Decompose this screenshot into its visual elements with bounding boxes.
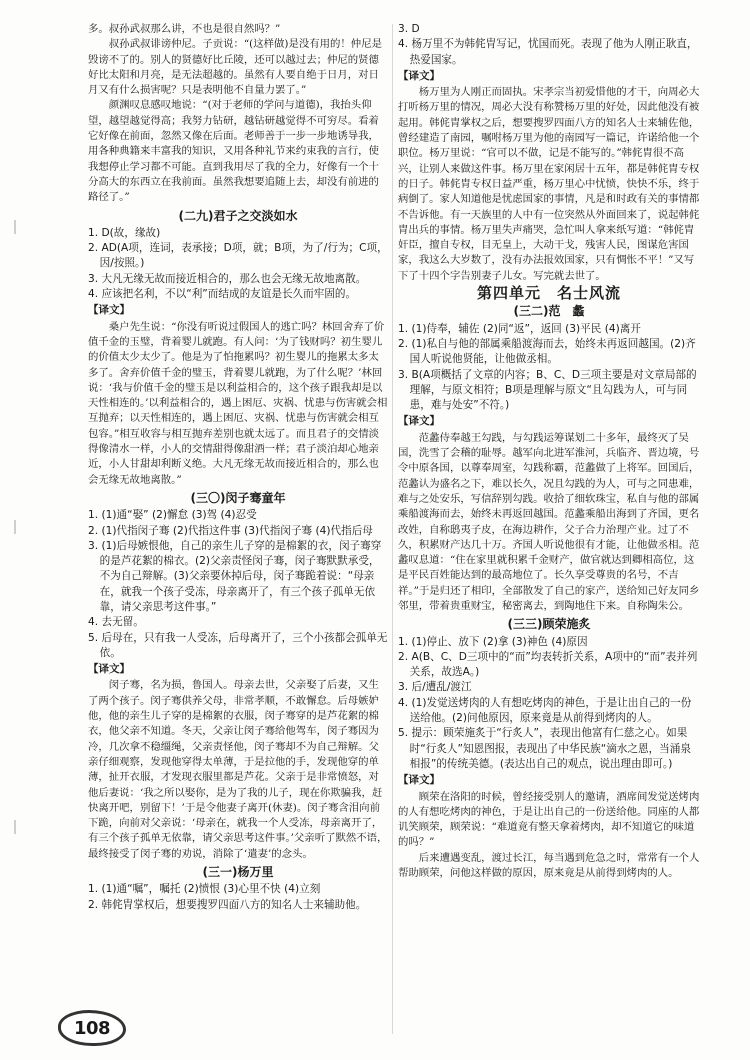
section-title: (三一)杨万里 xyxy=(202,865,274,880)
answer-item: 2. (1)代指闵子骞 (2)代指这件事 (3)代指闵子骞 (4)代指后母 xyxy=(88,524,373,537)
answer-item: 5. 后母在，只有我一人受冻，后母离开了，三个小孩都会孤单无依。 xyxy=(88,631,388,659)
translation-paragraph: 杨万里为人刚正而固执。宋孝宗当初爱惜他的才干，向周必大打听杨万里的情况，周必大没有称赞杨万里的好处，因此他没有被起用。韩侂胄掌权之后，想要搜罗四面八方的知名人士来辅佐他，曾经建造了南园，嘱咐杨万里为他的南园写一篇记，许诺给他一个职位。杨万里说：“官可以不做，记是不能写的。”韩侂胄很不高兴，让别人来做这件事。杨万里在家闲居十五年，都是韩侂胄专权的日子。韩侂胄专权日益严重，杨万里心中忧愤，快快不乐，终于病倒了。家人知道他是忧虑国家的事情，凡是和时政有关的事情都不告诉他。有一天族里的人中有一位突然从外面回来了，说起韩侂胄出兵的事情。杨万里失声痛哭，急忙叫人拿来纸写道：“韩侂胄奸臣，擅自专权，目无皇上，大动干戈，残害人民，图谋危害国家，我这么大岁数了，没有办法报效国家，只有惆怅不平！”又写下了十四个字告别妻子儿女。写完就去世了。 xyxy=(398,86,700,282)
right-column xyxy=(398,22,700,881)
answer-item: 3. 后/遭乱/渡江 xyxy=(398,681,472,694)
translation-label: 【译文】 xyxy=(88,663,130,676)
unit-title: 第四单元 名士风流 xyxy=(476,284,621,303)
answer-item: 5. 提示：顾荣施炙于“行炙人”，表现出他富有仁慈之心。如果时“行炙人”知恩图报，表现出了中华民族“滴水之恩，当涌泉相报”的传统美德。(表达出自己的观点，说出理由即可。) xyxy=(398,727,691,770)
binding-mark xyxy=(14,220,16,234)
translation-paragraph: 叔孙武叔诽谤仲尼。子贡说：“(这样做)是没有用的！仲尼是毁谤不了的。别人的贤德好比丘陵，还可以越过去；仲尼的贤德好比太阳和月亮，是无法超越的。虽然有人要自绝于日月，对日月又有什么损害呢？只是表明他不自量力罢了。” xyxy=(88,38,382,97)
translation-label: 【译文】 xyxy=(398,415,440,428)
binding-mark xyxy=(14,520,16,534)
translation-paragraph: 桑户先生说：“你没有听说过假国人的逃亡吗？林回舍弃了价值千金的玉璧，背着婴儿就跑。有人问：‘为了钱财吗？初生婴儿的价值太少太少了。他是为了怕拖累吗？初生婴儿的拖累太多太多了。舍弃价值千金的璧玉，背着婴儿就跑，为了什么呢？’林回说：‘我与价值千金的璧玉是以利益相合的，这个孩子跟我却是以天性相连的。’以利益相合的，遇上困厄、灾祸、忧患与伤害就会相互抛弃；以天性相连的，遇上困厄、灾祸、忧患与伤害就会相互包容。”相互收容与相互抛弃差别也就太远了。而且君子的交情淡得像清水一样，小人的交情甜得像甜酒一样；君子淡泊却心地亲近，小人甘甜却利断义绝。大凡无缘无故而接近相合的，那么也会无缘无故地离散。” xyxy=(88,320,388,486)
answer-item: 3. B(A项概括了文章的内容；B、C、D三项主要是对文章局部的理解，与原文相符；B项是理解与原文“且勾践为人，可与同患，难与处安”不符。) xyxy=(398,368,697,412)
binding-mark xyxy=(14,820,16,834)
answer-item: 3. D xyxy=(398,23,420,35)
left-column xyxy=(88,22,388,913)
section-title: (二九)君子之交淡如水 xyxy=(178,208,298,223)
answer-item: 4. 杨万里不为韩侂胄写记，忧国而死。表现了他为人刚正耿直，热爱国家。 xyxy=(398,38,698,66)
answer-item: 4. 应该把名利，不以“利”而结成的友谊是长久而牢固的。 xyxy=(88,288,357,301)
page-number: 108 xyxy=(58,1010,126,1046)
answer-item: 1. D(故，缘故) xyxy=(88,226,161,239)
section-title: (三三)顾荣施炙 xyxy=(507,617,591,632)
answer-item: 2. 韩侂胄掌权后，想要搜罗四面八方的知名人士来辅助他。 xyxy=(88,898,367,911)
answer-item: 1. (1)通“娶” (2)懈怠 (3)驾 (4)忍受 xyxy=(88,509,257,522)
translation-paragraph: 闵子骞，名为损，鲁国人。母亲去世，父亲娶了后妻，又生了两个孩子。闵子骞供养父母，非常孝顺，不敢懈怠。后母嫉妒他，他的亲生儿子穿的是棉絮的衣服，闵子骞穿的是芦花絮的棉衣，他父亲不知道。冬天，父亲让闵子骞给他驾车，闵子骞因为冷，几次拿不稳缰绳，父亲责怪他，闵子骞却不为自己辩解。父亲仔细观察，发现他穿得太单薄，于是拉他的手，发现他穿的单薄，扯开衣服，才发现衣服里都是芦花。父亲于是非常愤怒，对他后妻说：‘我之所以娶你，是为了我的儿子，现在你欺骗我，赶快离开吧，别留下！’于是令他妻子离开(休妻)。闵子骞含泪向前下跪，向前对父亲说：‘母亲在，就我一个人受冻，母亲离开了，有三个孩子孤单无依靠，请父亲思考这件事。’父亲听了默然不语，最终接受了闵子骞的劝说，消除了‘遣妻’的念头。 xyxy=(88,679,388,860)
answer-item: 3. 大凡无缘无故而接近相合的，那么也会无缘无故地离散。 xyxy=(88,272,367,285)
answer-item: 1. (1)停止、放下 (2)拿 (3)神色 (4)原因 xyxy=(398,635,588,648)
translation-paragraph: 顾荣在洛阳的时候，曾经接受别人的邀请，酒席间发觉送烤肉的人有想吃烤肉的神色，于是让出自己的一份送给他。同座的人都讥笑顾荣，顾荣说：“难道竟有整天拿着烤肉，却不知道它的味道的吗？” xyxy=(398,790,700,849)
translation-paragraph: 范蠡侍奉越王勾践，与勾践运筹谋划二十多年，最终灭了吴国，洗雪了会稽的耻辱。越军向北进军淮河，兵临齐、晋边境，号令中原各国，以尊奉周室，勾践称霸，范蠡做了上将军。回国后，范蠡认为盛名之下，难以长久，况且勾践的为人，可与之同患难，难与之处安乐，写信辞别勾践。收拾了细软珠宝，私自与他的部属乘船渡海而去，始终未再返回越国。范蠡乘船出海到了齐国，更名改姓，自称鸱夷子皮，在海边耕作，父子合力治理产业。过了不久，积累财产达几十万。齐国人听说他很有才能，让他做丞相。范蠡叹息道：“住在家里就积累千金财产，做官就达到卿相高位，这是平民百姓能达到的最高地位了。长久享受尊贵的名号，不吉祥。”于是归还了相印，全部散发了自己的家产，送给知己好友同乡邻里，带着贵重财宝，秘密离去，到陶地住下来。自称陶朱公。 xyxy=(398,431,700,612)
translation-label: 【译文】 xyxy=(88,304,130,317)
answer-item: 2. A(B、C、D三项中的“而”均表转折关系，A项中的“而”表并列关系，故选A。) xyxy=(398,650,698,679)
section-title: (三二)范 蠡 xyxy=(513,304,585,319)
answer-item: 4. 去无留。 xyxy=(88,616,144,629)
answer-item: 3. (1)后母嫉恨他，自己的亲生儿子穿的是棉絮的衣，闵子骞穿的是芦花絮的棉衣。(2)父亲责怪闵子骞，闵子骞默默承受，不为自己辩解。(3)父亲要休掉后母，闵子骞跪着说：“母亲在，就我一个孩子受冻，母亲离开了，有三个孩子孤单无依靠，请父亲思考这件事。” xyxy=(88,539,382,613)
text-line: 多。叔孙武叔那么讲，不也是很自然吗？” xyxy=(88,23,281,35)
translation-label: 【译文】 xyxy=(398,69,440,82)
section-title: (三〇)闵子骞童年 xyxy=(190,490,286,505)
translation-paragraph: 颜渊叹息感叹地说：“(对于老师的学问与道德)，我抬头仰望，越望越觉得高；我努力钻研，越钻研越觉得不可穷尽。看着它好像在前面，忽然又像在后面。老师善于一步一步地诱导我，用各种典籍来丰富我的知识，又用各种礼节来约束我的言行，使我想停止学习都不可能。直到我用尽了我的全力，好像有一个十分高大的东西立在我前面。虽然我想要追随上去，却没有前进的路径了。” xyxy=(88,99,379,204)
answer-item: 1. (1)侍奉，辅佐 (2)同“返”，返回 (3)平民 (4)离开 xyxy=(398,322,641,335)
translation-paragraph: 后来遭遇变乱，渡过长江，每当遇到危急之时，常常有一个人帮助顾荣，问他这样做的原因，原来竟是从前得到烤肉的人。 xyxy=(398,851,700,880)
column-divider xyxy=(392,24,393,1034)
answer-item: 2. AD(A项，连词，表承接；D项，就；B项，为了/行为；C项，因/按照。) xyxy=(88,242,388,270)
answer-item: 4. (1)发觉送烤肉的人有想吃烤肉的神色，于是让出自己的一份送给他。(2)问他原因，原来竟是从前得到烤肉的人。 xyxy=(398,696,692,725)
translation-label: 【译文】 xyxy=(398,774,440,787)
answer-item: 1. (1)通“嘱”，嘱托 (2)愤恨 (3)心里不快 (4)立刻 xyxy=(88,883,321,896)
answer-item: 2. (1)私自与他的部属乘船渡海而去，始终未再返回越国。(2)齐国人听说他贤能，让他做丞相。 xyxy=(398,337,696,366)
